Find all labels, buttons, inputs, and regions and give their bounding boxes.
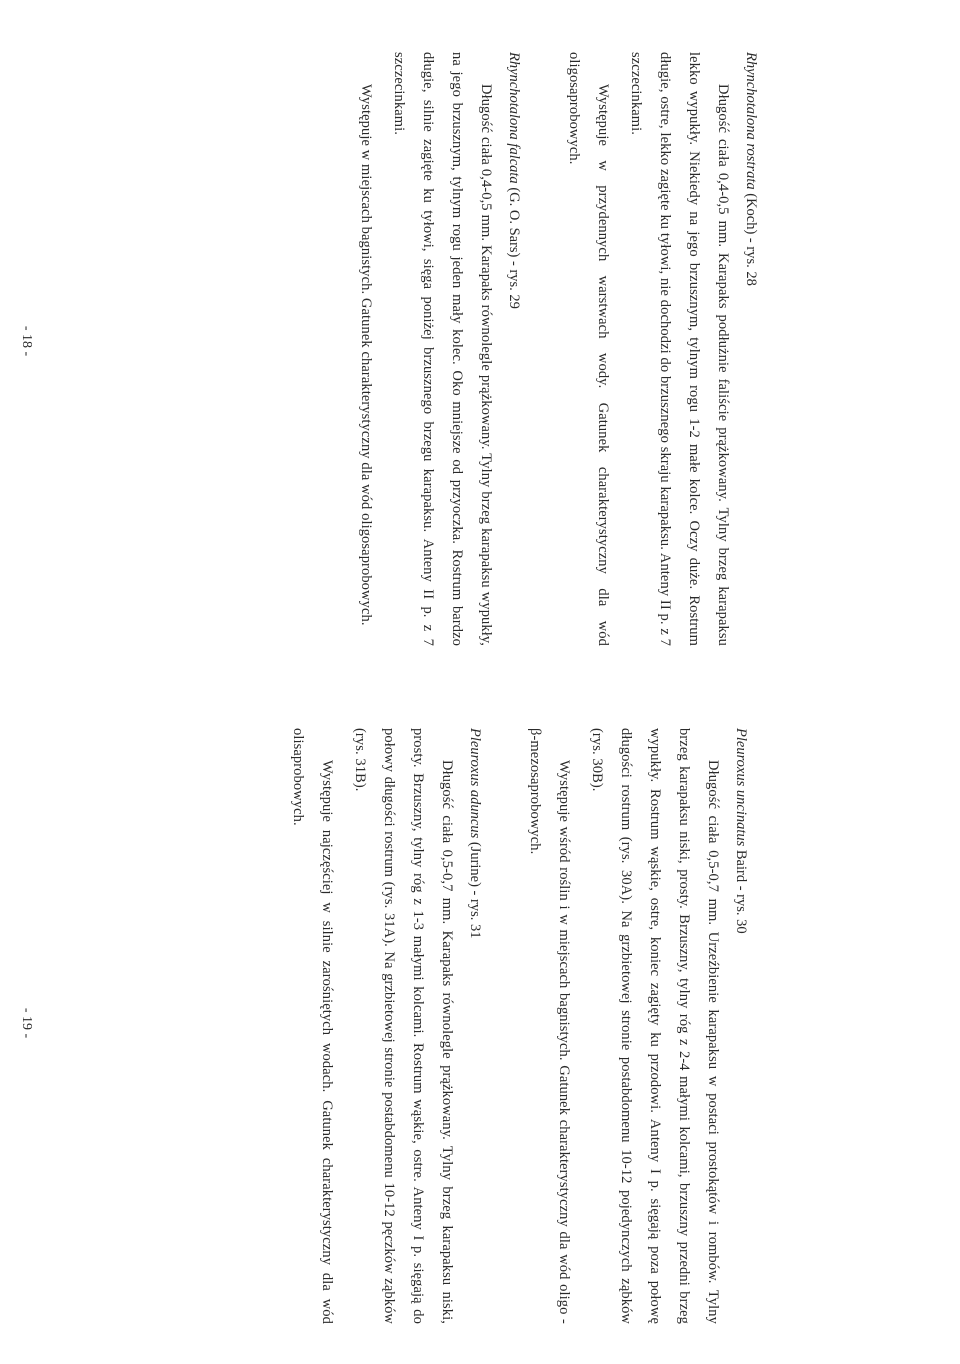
species-authority: Baird - rys. 30 — [733, 849, 749, 934]
species-name: Rhynchotalona rostrata — [743, 52, 759, 190]
species-authority: (Koch) - rys. 28 — [743, 193, 759, 286]
description-paragraph: Długość ciała 0,4-0,5 mm. Karapaks równolegle prążkowany. Tylny brzeg karapaksu wypukły, na jego brzusznym, tylnym rogu jeden mały kolec. Oko mniejsze od przyoczka. Rostrum bardzo długie, silnie zagięte ku tyłowi, sięga poniżej brzusznego brzegu karapaksu. Anteny II p. z 7 szczecinkami. — [391, 52, 494, 646]
species-heading — [730, 728, 752, 1324]
species-heading — [503, 52, 525, 646]
species-name: Pleuroxus uncinatus — [733, 728, 749, 847]
description-paragraph: Długość ciała 0,5-0,7 mm. Urzeźbienie karapaksu w postaci prostokątów i rombów. Tylny brzeg karapaksu niski, prosty. Brzuszny, tylny róg z 2-4 małymi kolcami, brzuszny przedni brzeg wypukły. Rostrum wąskie, ostre, koniec zagięty ku przodowi. Anteny I p. sięgają poza połowę długości rostrum (rys. 30A). Na grzbietowej stronie postabdomenu 10-12 pojedynczych ząbków (rys. 30B). — [589, 728, 721, 1324]
occurrence-paragraph: Występuje wśród roślin i w miejscach bagnistych. Gatunek charakterystyczny dla wód oligo - β-mezosaprobowych. — [527, 728, 572, 1324]
page-number: - 18 - — [19, 325, 34, 357]
species-authority: (G. O. Sars) - rys. 29 — [506, 187, 522, 309]
species-heading — [740, 52, 762, 646]
species-entry-rhynchotalona-rostrata — [559, 52, 762, 646]
species-authority: (Jurine) - rys. 31 — [467, 841, 483, 939]
description-paragraph: Długość ciała 0,5-0,7 mm. Karapaks równolegle prążkowany. Tylny brzeg karapaksu niski, prosty. Brzuszny, tylny róg z 1-3 małymi kolcami. Rostrum wąskie, ostre. Anteny I p. sięgają do połowy długości rostrum (rys. 31A). Na grzbietowej stronie postabdomenu 10-12 pęczków ząbków (rys. 31B). — [352, 728, 455, 1324]
page-number: - 19 - — [19, 1007, 34, 1039]
occurrence-paragraph: Występuje w miejscach bagnistych. Gatunek charakterystyczny dla wód oligosaprobowych. — [358, 84, 374, 626]
species-name: Pleuroxus aduncus — [467, 728, 483, 839]
occurrence-paragraph: Występuje najczęściej w silnie zarośniętych wodach. Gatunek charakterystyczny dla wód olisaprobowych. — [290, 728, 335, 1324]
species-entry-pleuroxus-aduncus — [283, 728, 486, 1324]
occurrence-paragraph: Występuje w przydennych warstwach wody. Gatunek charakterystyczny dla wód oligosaprobowych. — [566, 52, 611, 646]
description-paragraph: Długość ciała 0,4-0,5 mm. Karapaks podłużnie faliście prążkowany. Tylny brzeg karapaksu lekko wypukły. Niekiedy na jego brzusznym, tylnym rogu 1-2 małe kolce. Oczy duże. Rostrum długie, ostre, lekko zagięte ku tyłowi, nie dochodzi do brzusznego skraju karapaksu. Anteny II p. z 7 szczecinkami. — [628, 52, 731, 646]
species-entry-rhynchotalona-falcata — [351, 52, 525, 646]
species-heading — [464, 728, 486, 1324]
species-entry-pleuroxus-uncinatus — [520, 728, 752, 1324]
page-19 — [0, 682, 960, 1364]
species-name: Rhynchotalona falcata — [506, 52, 522, 184]
